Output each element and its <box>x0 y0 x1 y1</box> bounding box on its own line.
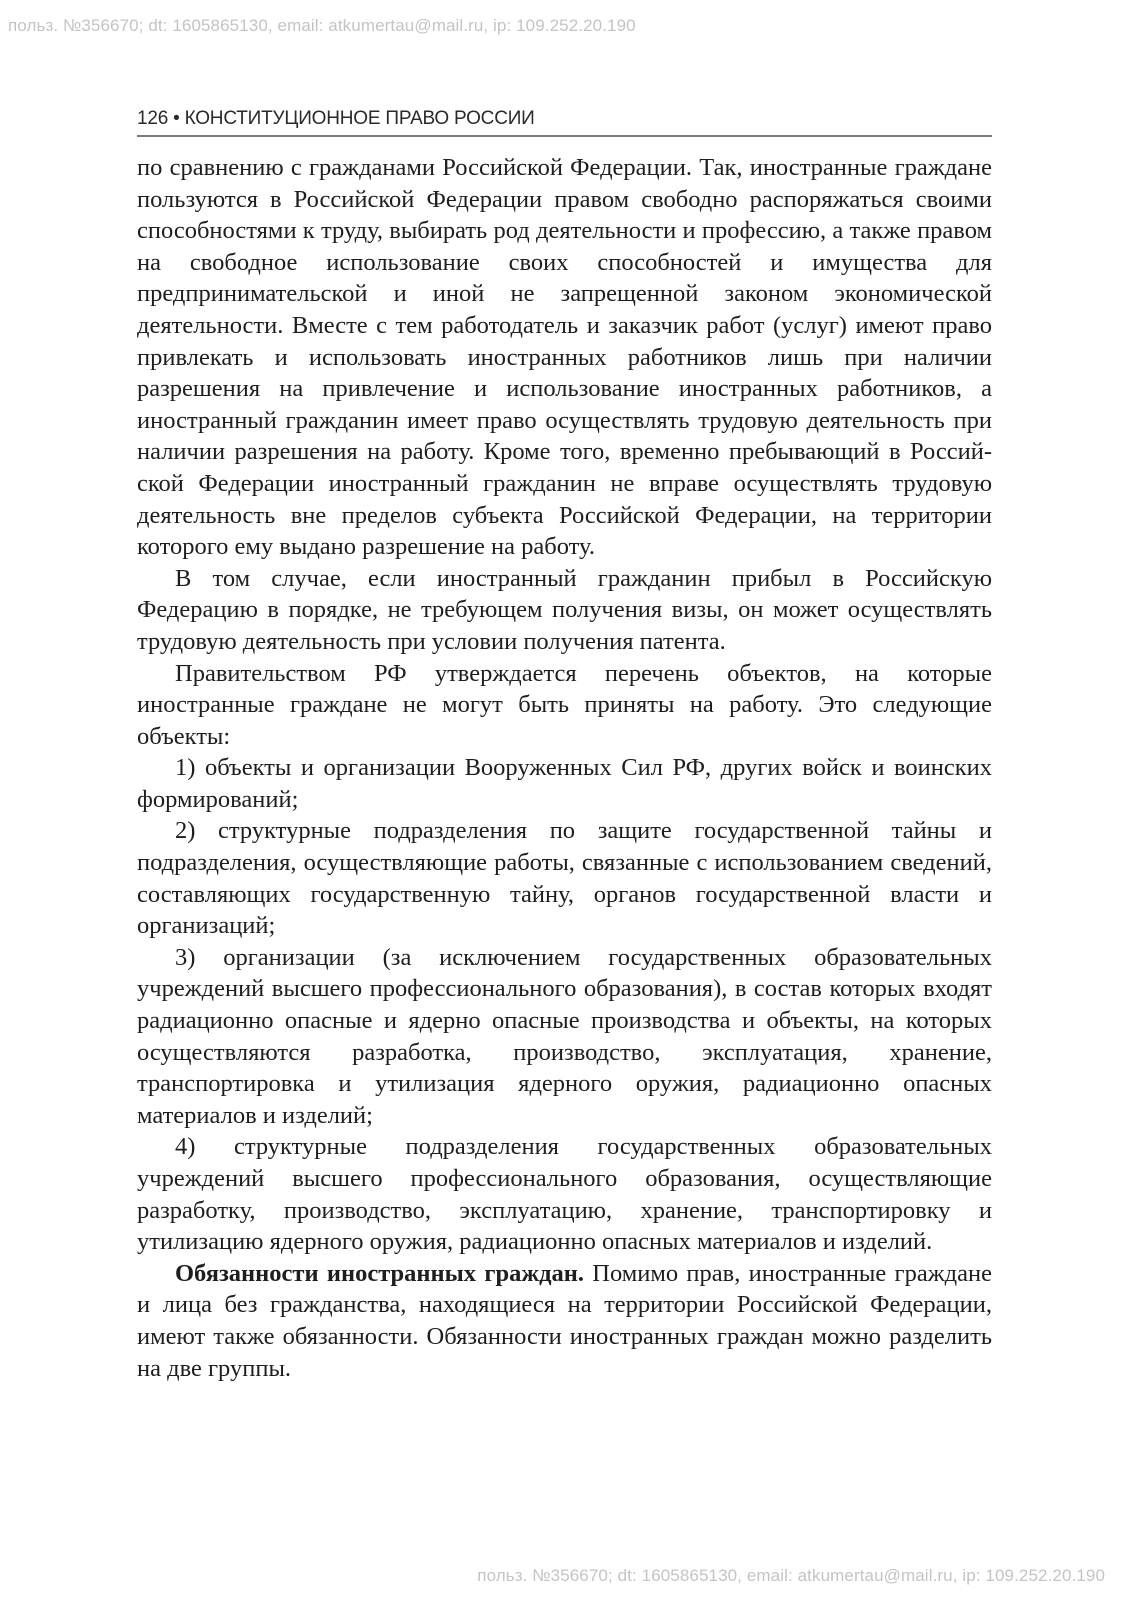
paragraph-text: Помимо прав, иностранные граждане и лица без гражданства, находящиеся на территории Российской Федерации, имеют также обязанности. Обязанности иностранных граждан можно разделить на две группы. <box>137 1259 992 1382</box>
watermark-bottom: польз. №356670; dt: 1605865130, email: atkumertau@mail.ru, ip: 109.252.20.190 <box>477 1566 1105 1585</box>
header-rule <box>137 135 992 137</box>
paragraph-obligations <box>137 1258 992 1384</box>
paragraph: Правительством РФ утверждается перечень объектов, на которые иностранные граждане не могут быть приняты на работу. Это следующие объекты: <box>137 659 992 750</box>
section-run-in-heading: Обязанности иностранных граждан. <box>175 1259 584 1287</box>
list-item: 1) объекты и организации Вооруженных Сил РФ, других войск и воинских формирований; <box>137 754 992 813</box>
watermark-top: польз. №356670; dt: 1605865130, email: atkumertau@mail.ru, ip: 109.252.20.190 <box>8 16 636 35</box>
book-title: КОНСТИТУЦИОННОЕ ПРАВО РОССИИ <box>184 108 535 129</box>
header-bullet: • <box>173 108 180 129</box>
list-item: 3) организации (за исключением государственных образовательных учреждений высшего профессионального образования), в состав которых входят радиационно опасные и ядерно опасные производства и объекты, на которых осуществляются разработка, производство, эксплуатация, хранение, транспортировка и утилизация ядерного оружия, радиационно опасных материалов и изделий; <box>137 943 992 1129</box>
paragraph: В том случае, если иностранный гражданин прибыл в Российскую Федерацию в порядке, не требующем получения визы, он может осуществлять трудовую деятельность при условии получения патента. <box>137 564 992 655</box>
list-item: 2) структурные подразделения по защите государственной тайны и подразделения, осуществляющие работы, связанные с использованием сведений, составляющих государственную тайну, органов государственной власти и организаций; <box>137 817 992 940</box>
paragraph-continuation: по сравнению с гражданами Российской Федерации. Так, иностранные граждане пользуются в Российской Федерации правом свободно распоряжаться своими способностями к труду, выбирать род деятельности и профессию, а также правом на свободное использование своих способностей и имущества для предпринимательской и иной не запрещенной законом экономической деятельности. Вместе с тем работодатель и заказчик работ (услуг) имеют право привлекать и использовать иностранных работников лишь при наличии разрешения на привлечение и использование иностранных работников, а иностранный гражданин имеет право осуществлять трудовую деятельность при наличии разрешения на работу. Кроме того, временно пребывающий в Российской Федерации иностранный гражданин не вправе осуществлять трудовую деятельность вне пределов субъекта Российской Федерации, на территории которого ему выдано разрешение на работу. <box>137 154 992 561</box>
page-number: 126 <box>137 108 169 129</box>
running-head <box>137 108 992 134</box>
page-body <box>137 152 992 1384</box>
list-item: 4) структурные подразделения государственных образовательных учреждений высшего профессионального образования, осуществляющие разработку, производство, эксплуатацию, хранение, транспортировку и утилизацию ядерного оружия, радиационно опасных материалов и изделий. <box>137 1133 992 1256</box>
